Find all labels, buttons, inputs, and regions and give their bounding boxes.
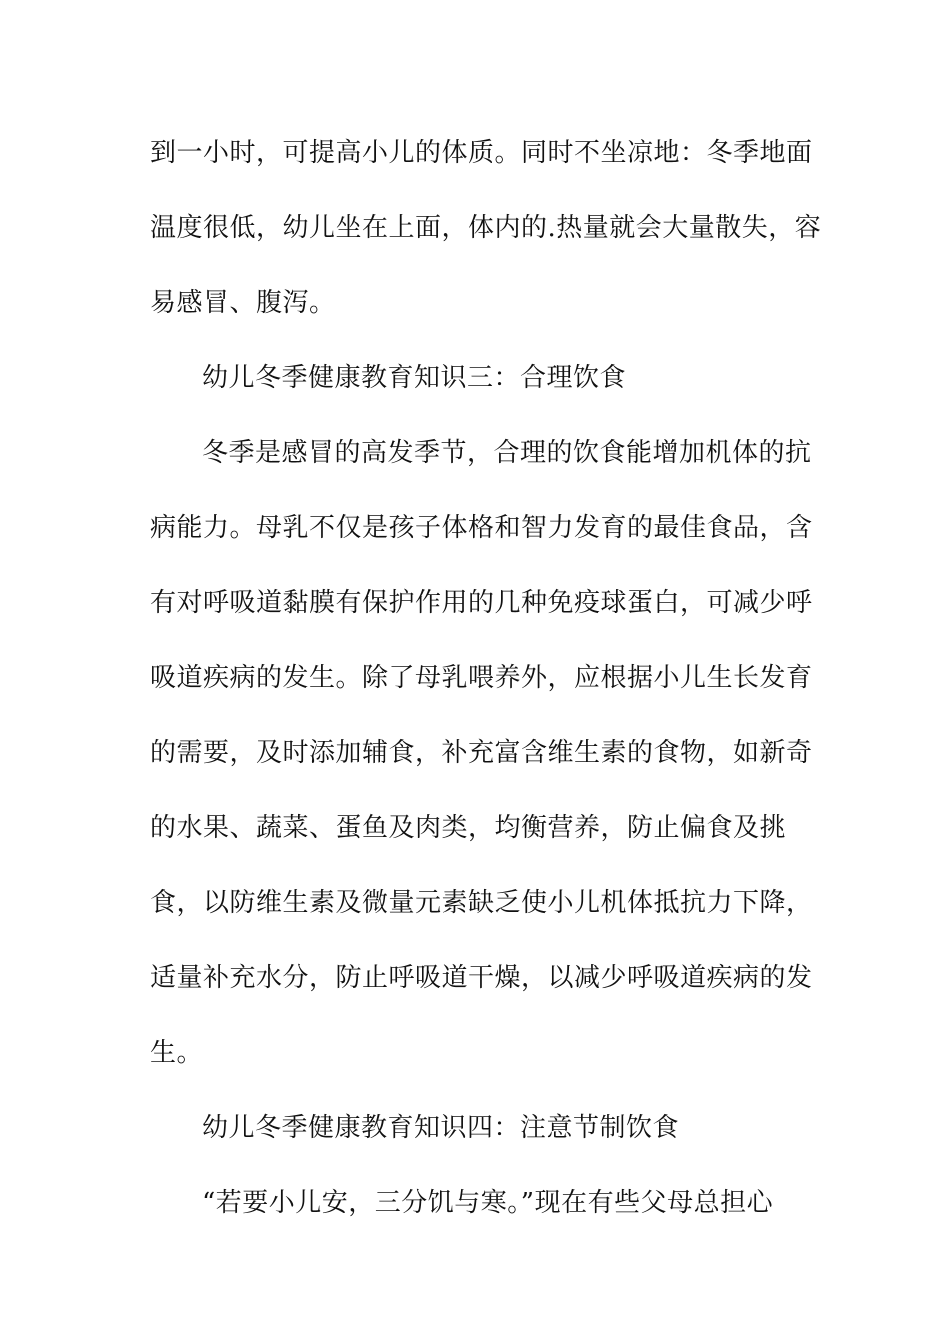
paragraph-line: “若要小儿安，三分饥与寒。”现在有些父母总担心 [202,1188,774,1218]
paragraph-line: 冬季是感冒的高发季节，合理的饮食能增加机体的抗 [202,438,812,468]
document-body [150,128,822,1253]
paragraph-line: 吸道疾病的发生。除了母乳喂养外，应根据小儿生长发育 [150,663,813,693]
section-heading-3: 幼儿冬季健康教育知识三：合理饮食 [202,363,627,393]
section-heading-4: 幼儿冬季健康教育知识四：注意节制饮食 [202,1113,680,1143]
paragraph-line: 适量补充水分，防止呼吸道干燥，以减少呼吸道疾病的发 [150,963,813,993]
paragraph-line: 到一小时，可提高小儿的体质。同时不坐凉地：冬季地面 [150,138,813,168]
paragraph-line: 易感冒、腹泻。 [150,288,336,318]
paragraph-line: 有对呼吸道黏膜有保护作用的几种免疫球蛋白，可减少呼 [150,588,813,618]
paragraph-line: 食，以防维生素及微量元素缺乏使小儿机体抵抗力下降， [150,888,813,918]
paragraph-line: 病能力。母乳不仅是孩子体格和智力发育的最佳食品，含 [150,513,813,543]
paragraph-line: 的需要，及时添加辅食，补充富含维生素的食物，如新奇 [150,738,813,768]
paragraph-line: 的水果、蔬菜、蛋鱼及肉类，均衡营养，防止偏食及挑 [150,813,787,843]
paragraph-line: 温度很低，幼儿坐在上面，体内的.热量就会大量散失，容 [150,213,822,243]
paragraph-line: 生。 [150,1038,204,1068]
